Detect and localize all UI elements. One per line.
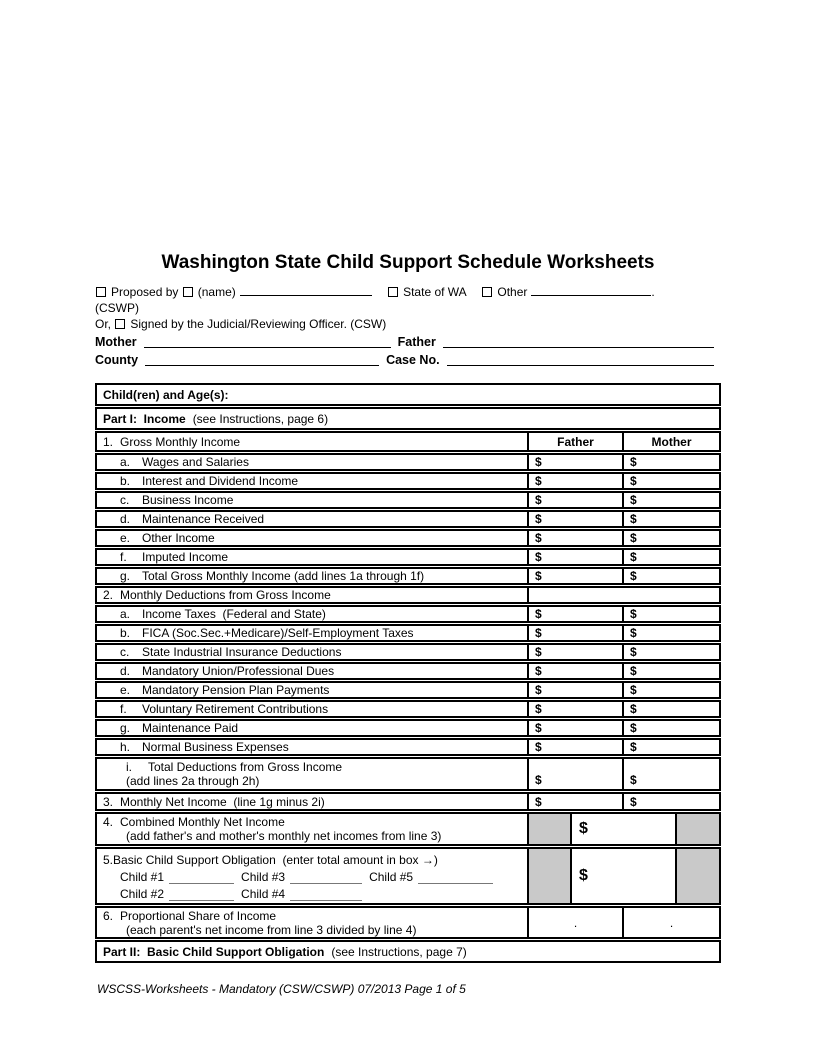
- dollar-sign: $: [535, 531, 542, 545]
- mother-amount-cell[interactable]: [622, 759, 719, 789]
- child3-label: Child #3: [241, 870, 286, 884]
- item-letter: e.: [120, 531, 131, 545]
- row-label-cell: [97, 474, 527, 488]
- mother-amount-cell[interactable]: [622, 550, 719, 564]
- row6-label-cell: [97, 908, 527, 937]
- proportional-share-row: [95, 906, 721, 939]
- dollar-sign: $: [535, 773, 542, 787]
- dollar-sign: $: [535, 664, 542, 678]
- child3-amount-field[interactable]: [290, 871, 362, 884]
- item-label: Mandatory Union/Professional Dues: [142, 664, 335, 678]
- deduction-row-2f: [95, 700, 721, 718]
- row4-label-cell: [97, 814, 527, 844]
- row-label-cell: [97, 455, 527, 469]
- row-label-cell: [97, 569, 527, 583]
- row3-label-cell: [97, 794, 527, 809]
- dollar-sign: $: [630, 794, 637, 809]
- row-label-cell: [97, 493, 527, 507]
- part1-header-row: [95, 407, 721, 430]
- father-amount-cell[interactable]: [527, 721, 622, 735]
- mother-amount-cell[interactable]: [622, 455, 719, 469]
- father-amount-cell[interactable]: [527, 474, 622, 488]
- proposed-by-label: Proposed by: [111, 285, 179, 299]
- item-label: Imputed Income: [142, 550, 229, 564]
- father-amount-cell[interactable]: [527, 759, 622, 789]
- county-field[interactable]: [145, 353, 379, 366]
- item-label: FICA (Soc.Sec.+Medicare)/Self-Employment Taxes: [142, 626, 414, 640]
- deduction-row-2h: [95, 738, 721, 756]
- row2i-label-cell: [97, 759, 527, 789]
- dollar-sign: $: [535, 683, 542, 697]
- county-case-line: [95, 353, 721, 368]
- father-amount-cell[interactable]: [527, 550, 622, 564]
- item-label: Wages and Salaries: [142, 455, 249, 469]
- item-letter: g.: [120, 569, 131, 583]
- child4-label: Child #4: [241, 887, 286, 901]
- dollar-sign: $: [535, 474, 542, 488]
- item-letter: b.: [120, 626, 131, 640]
- item-letter: b.: [120, 474, 131, 488]
- row4-line1: Combined Monthly Net Income: [120, 815, 285, 829]
- signed-by-checkbox[interactable]: [115, 319, 125, 329]
- dollar-sign: $: [630, 721, 637, 735]
- mother-label: Mother: [95, 335, 137, 349]
- father-amount-cell[interactable]: [527, 569, 622, 583]
- dollar-sign: $: [535, 550, 542, 564]
- mother-amount-cell[interactable]: [622, 721, 719, 735]
- cswp-label: (CSWP): [95, 301, 139, 315]
- footer-text: WSCSS-Worksheets - Mandatory (CSW/CSWP) 07/2013 Page 1 of 5: [97, 982, 466, 996]
- income-row-1d: [95, 510, 721, 528]
- mother-amount-cell[interactable]: [622, 512, 719, 526]
- father-amount-cell[interactable]: [527, 702, 622, 716]
- item-label: Income Taxes (Federal and State): [142, 607, 326, 621]
- dollar-sign: $: [630, 474, 637, 488]
- decimal-point: .: [573, 915, 578, 930]
- proposed-by-line: [95, 283, 721, 300]
- mother-amount-cell[interactable]: [622, 493, 719, 507]
- mother-share-cell[interactable]: [622, 908, 719, 937]
- income-row-1f: [95, 548, 721, 566]
- combined-net-income-row: [95, 812, 721, 846]
- row-label-cell: [97, 626, 527, 640]
- dollar-sign: $: [535, 645, 542, 659]
- row-label-cell: [97, 702, 527, 716]
- name-blank-field[interactable]: [240, 283, 372, 296]
- children-ages-cell[interactable]: [97, 385, 719, 404]
- row-label-cell: [97, 531, 527, 545]
- father-share-cell[interactable]: [527, 908, 622, 937]
- item-letter: f.: [120, 550, 127, 564]
- row-label-cell: [97, 550, 527, 564]
- dollar-sign: $: [630, 607, 637, 621]
- row4-line2: (add father's and mother's monthly net incomes from line 3): [126, 829, 442, 843]
- basic-obligation-amount-box[interactable]: [570, 849, 677, 903]
- child1-amount-field[interactable]: [169, 871, 234, 884]
- item-letter: c.: [120, 493, 130, 507]
- proposed-by-checkbox[interactable]: [96, 287, 106, 297]
- dollar-sign: $: [630, 512, 637, 526]
- row2-label: Monthly Deductions from Gross Income: [120, 588, 331, 602]
- deduction-row-2e: [95, 681, 721, 699]
- income-row-1b: [95, 472, 721, 490]
- father-header-label: Father: [557, 434, 594, 449]
- dollar-sign: $: [535, 607, 542, 621]
- row6-line1: Proportional Share of Income: [120, 908, 277, 923]
- name-label: (name): [197, 285, 236, 299]
- dollar-sign: $: [630, 455, 637, 469]
- mother-name-field[interactable]: [144, 335, 391, 348]
- deduction-row-2g: [95, 719, 721, 737]
- item-label: Maintenance Paid: [142, 721, 239, 735]
- row-label-cell: [97, 645, 527, 659]
- children-ages-row: [95, 383, 721, 406]
- dollar-sign: $: [535, 794, 542, 809]
- basic-obligation-row: [95, 847, 721, 905]
- part2-instructions: (see Instructions, page 7): [331, 944, 467, 959]
- shaded-cell: [677, 814, 719, 844]
- deductions-header-empty-cell: [527, 588, 719, 602]
- state-of-wa-checkbox[interactable]: [388, 287, 398, 297]
- mother-amount-cell[interactable]: [622, 626, 719, 640]
- father-amount-cell[interactable]: [527, 645, 622, 659]
- combined-income-amount-box[interactable]: [570, 814, 677, 844]
- father-amount-cell[interactable]: [527, 794, 622, 809]
- dollar-sign: $: [630, 550, 637, 564]
- item-letter: f.: [120, 702, 127, 716]
- child-line-1: [103, 871, 527, 884]
- part1-instructions: (see Instructions, page 6): [192, 411, 329, 426]
- monthly-net-income-row: [95, 792, 721, 811]
- row2-label-cell: [97, 588, 527, 602]
- mother-amount-cell[interactable]: [622, 569, 719, 583]
- mother-amount-cell[interactable]: [622, 702, 719, 716]
- deduction-row-2c: [95, 643, 721, 661]
- part2-header-row: [95, 940, 721, 963]
- child-line-2: [103, 888, 527, 901]
- item-letter: a.: [120, 455, 131, 469]
- mother-amount-cell[interactable]: [622, 474, 719, 488]
- dollar-sign: $: [535, 721, 542, 735]
- row6-line2: (each parent's net income from line 3 divided by line 4): [126, 922, 417, 937]
- row-label-cell: [97, 740, 527, 754]
- mother-amount-cell[interactable]: [622, 607, 719, 621]
- worksheet-page: [95, 252, 721, 996]
- dollar-sign: $: [535, 626, 542, 640]
- deductions-header-row: [95, 586, 721, 604]
- row-label-cell: [97, 721, 527, 735]
- dollar-sign: $: [535, 740, 542, 754]
- worksheet-table: [95, 383, 721, 963]
- or-label: Or,: [95, 317, 112, 331]
- father-column-header: [527, 433, 622, 450]
- shaded-cell: [527, 814, 570, 844]
- shaded-cell: [677, 849, 719, 903]
- mother-amount-cell[interactable]: [622, 683, 719, 697]
- dollar-sign: $: [630, 645, 637, 659]
- item-label: Other Income: [142, 531, 215, 545]
- other-blank-field[interactable]: [531, 283, 651, 296]
- part1-title: Part I: Income: [103, 411, 186, 426]
- item-label: Normal Business Expenses: [142, 740, 289, 754]
- deduction-row-2d: [95, 662, 721, 680]
- item-letter: a.: [120, 607, 131, 621]
- item-label: State Industrial Insurance Deductions: [142, 645, 342, 659]
- row-label-cell: [97, 683, 527, 697]
- father-amount-cell[interactable]: [527, 626, 622, 640]
- part2-title: Part II: Basic Child Support Obligation: [103, 944, 325, 959]
- item-letter: h.: [120, 740, 131, 754]
- dollar-sign: $: [535, 512, 542, 526]
- dollar-sign: $: [630, 740, 637, 754]
- mother-father-line: [95, 335, 721, 350]
- row5-line1: Basic Child Support Obligation (enter total amount in box →): [113, 853, 438, 867]
- mother-header-label: Mother: [651, 434, 692, 449]
- row2i-line1: Total Deductions from Gross Income: [148, 760, 343, 774]
- father-label: Father: [397, 335, 436, 349]
- dollar-sign: $: [630, 493, 637, 507]
- item-letter: g.: [120, 721, 131, 735]
- dollar-sign: $: [535, 493, 542, 507]
- father-amount-cell[interactable]: [527, 740, 622, 754]
- item-letter: e.: [120, 683, 131, 697]
- father-amount-cell[interactable]: [527, 512, 622, 526]
- child2-label: Child #2: [120, 887, 165, 901]
- cswp-line: [95, 300, 721, 316]
- father-amount-cell[interactable]: [527, 531, 622, 545]
- shaded-cell: [527, 849, 570, 903]
- child4-amount-field[interactable]: [290, 888, 362, 901]
- item-label: Total Gross Monthly Income (add lines 1a through 1f): [142, 569, 425, 583]
- row-label-cell: [97, 512, 527, 526]
- mother-amount-cell[interactable]: [622, 531, 719, 545]
- other-label: Other: [497, 285, 528, 299]
- item-letter: c.: [120, 645, 130, 659]
- item-label: Voluntary Retirement Contributions: [142, 702, 329, 716]
- father-amount-cell[interactable]: [527, 683, 622, 697]
- father-name-field[interactable]: [443, 335, 714, 348]
- dollar-sign: $: [535, 455, 542, 469]
- row3-number: 3.: [103, 794, 114, 809]
- child2-amount-field[interactable]: [169, 888, 234, 901]
- row1-label: Gross Monthly Income: [120, 434, 241, 449]
- father-amount-cell[interactable]: [527, 664, 622, 678]
- mother-amount-cell[interactable]: [622, 740, 719, 754]
- dollar-sign: $: [630, 702, 637, 716]
- row2-number: 2.: [103, 588, 114, 602]
- mother-amount-cell[interactable]: [622, 794, 719, 809]
- mother-amount-cell[interactable]: [622, 664, 719, 678]
- father-amount-cell[interactable]: [527, 455, 622, 469]
- state-of-wa-label: State of WA: [403, 285, 467, 299]
- dollar-sign: $: [630, 569, 637, 583]
- row6-number: 6.: [103, 908, 114, 923]
- case-no-field[interactable]: [447, 353, 714, 366]
- name-checkbox[interactable]: [183, 287, 193, 297]
- row1-number: 1.: [103, 434, 114, 449]
- period-text: .: [651, 285, 655, 299]
- income-row-1g: [95, 567, 721, 585]
- item-letter: d.: [120, 664, 131, 678]
- mother-column-header: [622, 433, 719, 450]
- row5-number: 5.: [103, 853, 114, 867]
- row-label-cell: [97, 607, 527, 621]
- item-letter: i.: [126, 760, 132, 774]
- income-row-1c: [95, 491, 721, 509]
- row3-label: Monthly Net Income (line 1g minus 2i): [120, 794, 325, 809]
- county-label: County: [95, 353, 139, 367]
- dollar-sign: $: [630, 626, 637, 640]
- item-label: Interest and Dividend Income: [142, 474, 299, 488]
- deduction-row-2i: [95, 757, 721, 791]
- dollar-sign: $: [535, 569, 542, 583]
- case-no-label: Case No.: [386, 353, 440, 367]
- item-label: Business Income: [142, 493, 234, 507]
- child1-label: Child #1: [120, 870, 165, 884]
- dollar-sign: $: [630, 531, 637, 545]
- dollar-sign: $: [630, 664, 637, 678]
- mother-amount-cell[interactable]: [622, 645, 719, 659]
- row-label-cell: [97, 664, 527, 678]
- row5-label-cell: [97, 849, 527, 903]
- item-letter: d.: [120, 512, 131, 526]
- child5-amount-field[interactable]: [418, 871, 493, 884]
- item-label: Maintenance Received: [142, 512, 265, 526]
- income-row-1a: [95, 453, 721, 471]
- deduction-row-2a: [95, 605, 721, 623]
- part2-header-cell: [97, 942, 719, 961]
- father-amount-cell[interactable]: [527, 607, 622, 621]
- child5-label: Child #5: [369, 870, 414, 884]
- dollar-sign: $: [579, 820, 588, 837]
- decimal-point: .: [669, 915, 674, 930]
- part1-header-cell: [97, 409, 719, 428]
- father-amount-cell[interactable]: [527, 493, 622, 507]
- dollar-sign: $: [630, 683, 637, 697]
- dollar-sign: $: [535, 702, 542, 716]
- children-ages-label: Child(ren) and Age(s):: [103, 387, 229, 402]
- gross-income-header-row: [95, 431, 721, 452]
- dollar-sign: $: [579, 867, 588, 884]
- page-title: Washington State Child Support Schedule Worksheets: [161, 252, 655, 273]
- item-label: Mandatory Pension Plan Payments: [142, 683, 330, 697]
- row1-label-cell: [97, 433, 527, 450]
- other-checkbox[interactable]: [482, 287, 492, 297]
- income-row-1e: [95, 529, 721, 547]
- dollar-sign: $: [630, 773, 637, 787]
- row4-number: 4.: [103, 815, 114, 829]
- row2i-line2: (add lines 2a through 2h): [126, 774, 260, 788]
- signed-by-label: Signed by the Judicial/Reviewing Officer. (CSW): [130, 317, 387, 331]
- signed-by-line: [95, 316, 721, 332]
- deduction-row-2b: [95, 624, 721, 642]
